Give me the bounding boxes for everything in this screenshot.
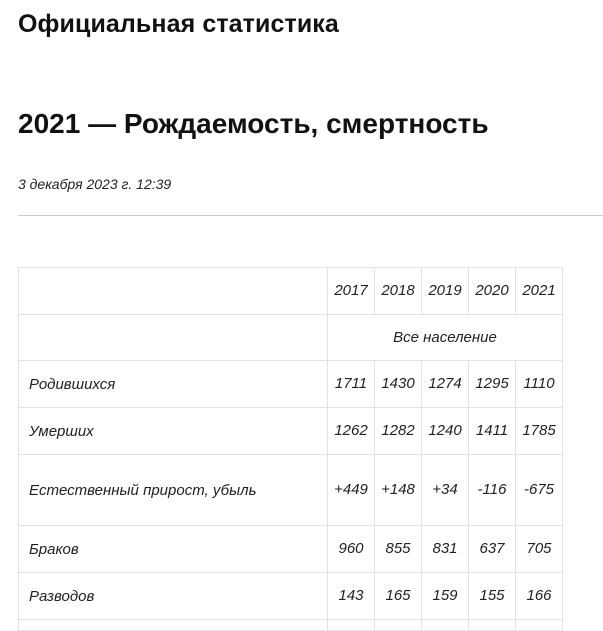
table-cell: 1262 [328, 408, 375, 455]
empty-cell [469, 620, 516, 631]
table-cell: 1274 [422, 361, 469, 408]
group-label: Все население [328, 315, 563, 361]
table-cell: 1240 [422, 408, 469, 455]
table-cell: 960 [328, 526, 375, 573]
table-cell: -116 [469, 455, 516, 526]
table-row-partial [19, 620, 563, 631]
table-cell: -675 [516, 455, 563, 526]
table-cell: 855 [375, 526, 422, 573]
year-header: 2018 [375, 268, 422, 315]
statistics-table [18, 267, 563, 631]
table-row [19, 526, 563, 573]
table-cell: 1282 [375, 408, 422, 455]
table-cell: 166 [516, 573, 563, 620]
table-row [19, 361, 563, 408]
table-cell: 1110 [516, 361, 563, 408]
header-empty-cell [19, 268, 328, 315]
table-cell: +148 [375, 455, 422, 526]
empty-cell [19, 620, 328, 631]
year-header: 2020 [469, 268, 516, 315]
table-row [19, 455, 563, 526]
row-label: Разводов [19, 573, 328, 620]
table-cell: 705 [516, 526, 563, 573]
table-cell: +34 [422, 455, 469, 526]
year-header: 2021 [516, 268, 563, 315]
table-cell: 1785 [516, 408, 563, 455]
empty-cell [375, 620, 422, 631]
table-cell: 143 [328, 573, 375, 620]
row-label: Браков [19, 526, 328, 573]
table-cell: 1430 [375, 361, 422, 408]
row-label: Естественный прирост, убыль [19, 455, 328, 526]
table-cell: 165 [375, 573, 422, 620]
empty-cell [422, 620, 469, 631]
article-title: 2021 — Рождаемость, смертность [18, 108, 489, 139]
group-empty-cell [19, 315, 328, 361]
table-cell: 637 [469, 526, 516, 573]
table-group-row [19, 315, 563, 361]
table-header-row [19, 268, 563, 315]
row-label: Родившихся [19, 361, 328, 408]
divider [18, 215, 603, 216]
section-title: Официальная статистика [18, 10, 339, 38]
table-cell: +449 [328, 455, 375, 526]
table-cell: 1295 [469, 361, 516, 408]
empty-cell [328, 620, 375, 631]
table-cell: 155 [469, 573, 516, 620]
table-cell: 1711 [328, 361, 375, 408]
table-cell: 1411 [469, 408, 516, 455]
table-row [19, 408, 563, 455]
year-header: 2019 [422, 268, 469, 315]
row-label: Умерших [19, 408, 328, 455]
publish-date: 3 декабря 2023 г. 12:39 [18, 176, 172, 192]
year-header: 2017 [328, 268, 375, 315]
empty-cell [516, 620, 563, 631]
table-cell: 831 [422, 526, 469, 573]
table-cell: 159 [422, 573, 469, 620]
table-row [19, 573, 563, 620]
